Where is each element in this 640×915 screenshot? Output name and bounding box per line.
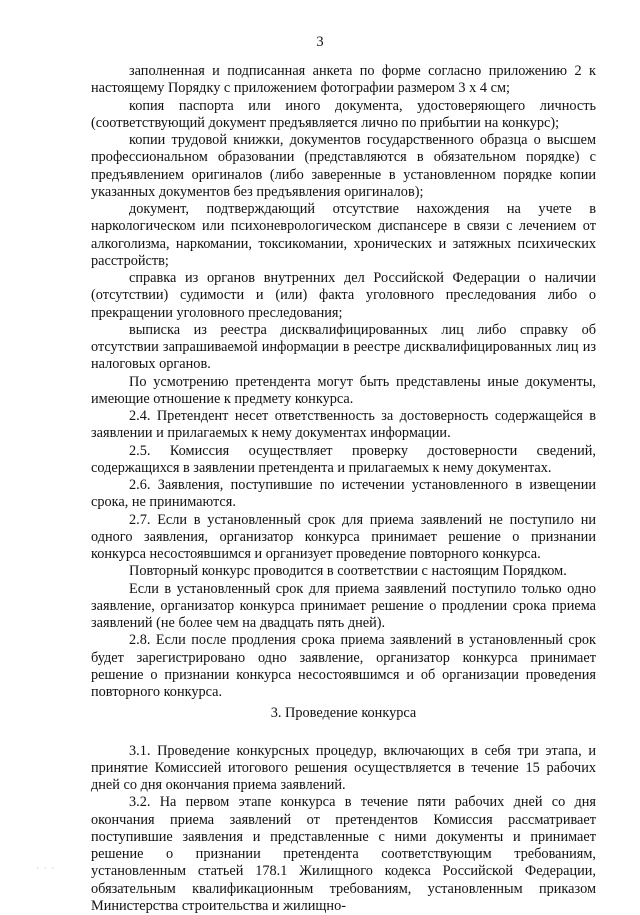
scan-margin-mark: · · · xyxy=(36,864,56,874)
paragraph-2-4: 2.4. Претендент несет ответственность за достоверность содержащейся в заявлении и прилагаемых к нему документах информации. xyxy=(91,408,596,442)
paragraph-single-application: Если в установленный срок для приема заявлений поступило только одно заявление, организатор конкурса принимает решение о продлении срока приема заявлений (не более чем на двадцать пять дней). xyxy=(91,580,596,631)
paragraph-3-2: 3.2. На первом этапе конкурса в течение пяти рабочих дней со дня окончания приема заявлений от претендентов Комиссия рассматривает поступившие заявления и представленные с ними документы и принимает решение о признании претендента соответствующим требованиям, установленным статьей 178.1 Жилищного кодекса Российской Федерации, обязательным квалификационным требованиям, установленным приказом Министерства строительства и жилищно- xyxy=(91,794,596,914)
page-number: 3 xyxy=(316,34,324,50)
paragraph-application-form: заполненная и подписанная анкета по форме согласно приложению 2 к настоящему Порядку с приложением фотографии размером 3 х 4 см; xyxy=(91,63,596,97)
paragraph-criminal-record-certificate: справка из органов внутренних дел Российской Федерации о наличии (отсутствии) судимости и (или) факта уголовного преследования либо о прекращении уголовного преследования; xyxy=(91,270,596,321)
paragraph-other-documents: По усмотрению претендента могут быть представлены иные документы, имеющие отношение к предмету конкурса. xyxy=(91,373,596,407)
section-heading: 3. Проведение конкурса xyxy=(270,705,417,722)
paragraph-repeat-contest: Повторный конкурс проводится в соответствии с настоящим Порядком. xyxy=(129,563,567,580)
paragraph-disqualification-registry: выписка из реестра дисквалифицированных лиц либо справку об отсутствии запрашиваемой информации в реестре дисквалифицированных лиц из налоговых органов. xyxy=(91,321,596,373)
paragraph-2-7: 2.7. Если в установленный срок для приема заявлений не поступило ни одного заявления, организатор конкурса принимает решение о признании конкурса несостоявшимся и организует проведение повторного конкурса. xyxy=(91,511,596,562)
paragraph-2-6: 2.6. Заявления, поступившие по истечении установленного в извещении срока, не принимаются. xyxy=(91,477,596,511)
paragraph-workbook-copies: копии трудовой книжки, документов государственного образца о высшем профессиональном образовании (представляются в обязательном порядке) с предъявлением оригиналов (либо заверенные в установленном порядке копии указанных документов без предъявления оригиналов); xyxy=(91,132,596,200)
paragraph-2-8: 2.8. Если после продления срока приема заявлений в установленный срок будет зарегистрировано одно заявление, организатор конкурса принимает решение о признании конкурса несостоявшимся и об организации проведения повторного конкурса. xyxy=(91,632,596,700)
paragraph-3-1: 3.1. Проведение конкурсных процедур, включающих в себя три этапа, и принятие Комиссией итогового решения осуществляется в течение 15 рабочих дней со дня окончания приема заявлений. xyxy=(91,742,596,793)
paragraph-passport-copy: копия паспорта или иного документа, удостоверяющего личность (соответствующий документ предъявляется лично по прибытии на конкурс); xyxy=(91,97,596,131)
paragraph-dispensary-document: документ, подтверждающий отсутствие нахождения на учете в наркологическом или психоневрологическом диспансере в связи с лечением от алкоголизма, наркомании, токсикомании, хронических и затяжных психических расстройств; xyxy=(91,201,596,269)
paragraph-2-5: 2.5. Комиссия осуществляет проверку достоверности сведений, содержащихся в заявлении претендента и прилагаемых к нему документах. xyxy=(91,442,596,476)
document-body xyxy=(91,63,596,915)
